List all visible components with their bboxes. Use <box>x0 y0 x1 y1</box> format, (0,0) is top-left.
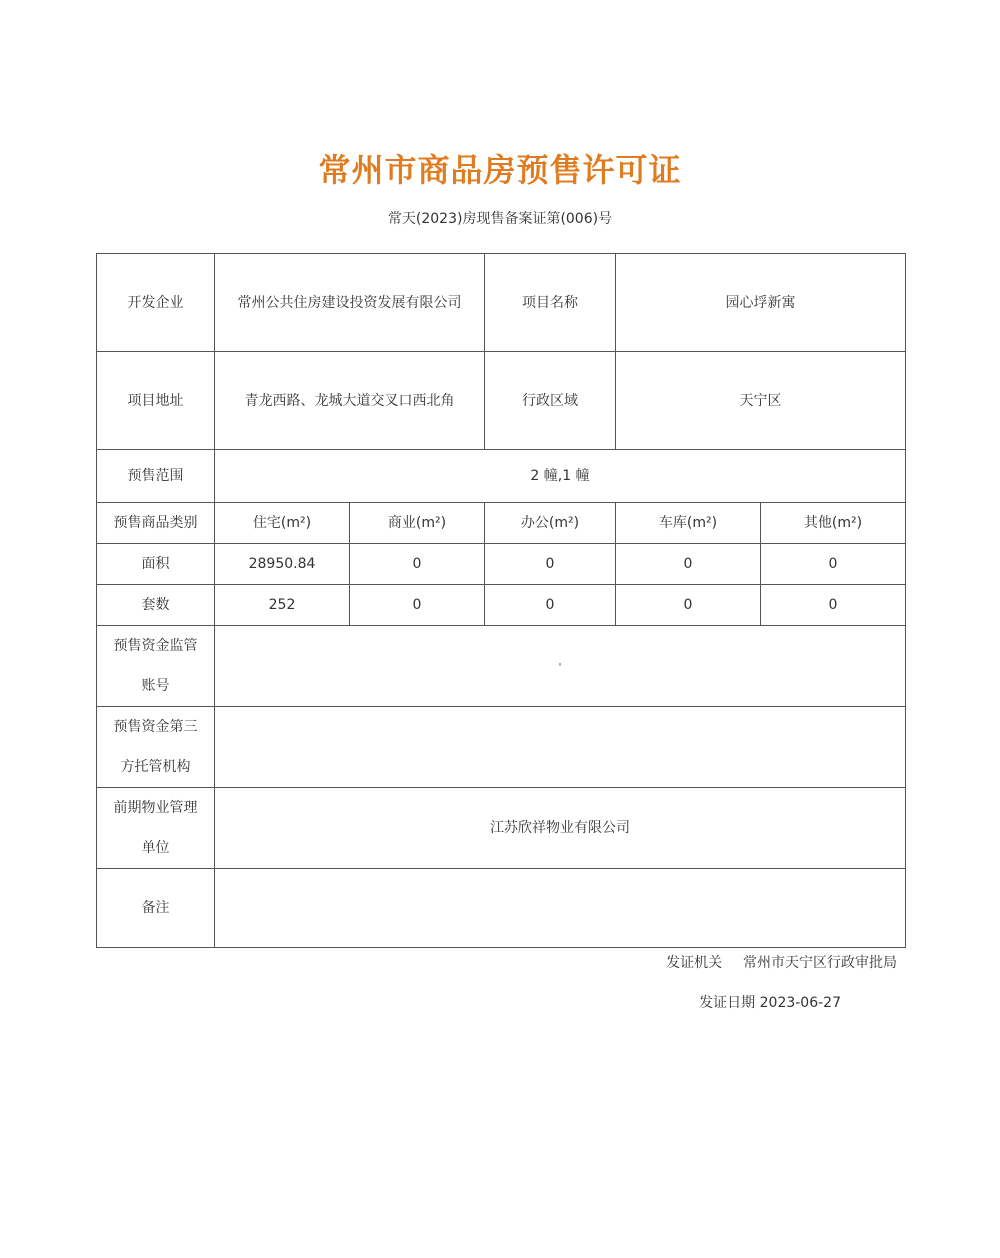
account-label <box>97 626 215 707</box>
custodian-label-line2: 方托管机构 <box>120 759 191 775</box>
scope-label: 预售范围 <box>97 450 215 503</box>
units-office: 0 <box>485 585 616 626</box>
issuer-line <box>666 952 897 972</box>
units-residential: 252 <box>215 585 350 626</box>
district-value: 天宁区 <box>616 352 906 450</box>
account-label-line2: 账号 <box>141 678 170 694</box>
project-label: 项目名称 <box>485 254 616 352</box>
area-other: 0 <box>761 544 906 585</box>
category-residential: 住宅(m²) <box>215 503 350 544</box>
developer-value: 常州公共住房建设投资发展有限公司 <box>215 254 485 352</box>
date-label: 发证日期 <box>699 995 756 1011</box>
certificate-number: 常天(2023)房现售备案证第(006)号 <box>387 211 613 227</box>
category-office: 办公(m²) <box>485 503 616 544</box>
project-value: 园心垺新寓 <box>616 254 906 352</box>
custodian-label-line1: 预售资金第三 <box>113 719 198 735</box>
page-title: 常州市商品房预售许可证 <box>318 151 682 189</box>
units-other: 0 <box>761 585 906 626</box>
remarks-value <box>215 869 906 948</box>
units-label: 套数 <box>97 585 215 626</box>
table-row <box>97 585 906 626</box>
table-row <box>97 869 906 948</box>
area-label: 面积 <box>97 544 215 585</box>
units-commercial: 0 <box>350 585 485 626</box>
account-value <box>215 626 906 707</box>
table-row <box>97 254 906 352</box>
scope-value: 2 幢,1 幢 <box>215 450 906 503</box>
permit-table <box>96 253 906 948</box>
property-value: 江苏欣祥物业有限公司 <box>215 788 906 869</box>
category-label: 预售商品类别 <box>97 503 215 544</box>
date-line <box>699 992 841 1012</box>
custodian-value <box>215 707 906 788</box>
account-label-line1: 预售资金监管 <box>113 638 198 654</box>
units-garage: 0 <box>616 585 761 626</box>
district-label: 行政区域 <box>485 352 616 450</box>
table-row <box>97 352 906 450</box>
category-garage: 车库(m²) <box>616 503 761 544</box>
category-other: 其他(m²) <box>761 503 906 544</box>
area-garage: 0 <box>616 544 761 585</box>
issuer-value: 常州市天宁区行政审批局 <box>743 955 897 971</box>
property-label-line2: 单位 <box>141 840 170 856</box>
table-row <box>97 788 906 869</box>
category-commercial: 商业(m²) <box>350 503 485 544</box>
account-value-text: ' <box>558 662 562 673</box>
table-row <box>97 707 906 788</box>
developer-label: 开发企业 <box>97 254 215 352</box>
remarks-label: 备注 <box>97 869 215 948</box>
table-row <box>97 450 906 503</box>
table-row <box>97 544 906 585</box>
date-value: 2023-06-27 <box>759 995 841 1011</box>
custodian-label <box>97 707 215 788</box>
address-label: 项目地址 <box>97 352 215 450</box>
property-label <box>97 788 215 869</box>
table-row <box>97 503 906 544</box>
issuer-label: 发证机关 <box>666 955 723 971</box>
table-row <box>97 626 906 707</box>
address-value: 青龙西路、龙城大道交叉口西北角 <box>215 352 485 450</box>
area-residential: 28950.84 <box>215 544 350 585</box>
area-office: 0 <box>485 544 616 585</box>
area-commercial: 0 <box>350 544 485 585</box>
property-label-line1: 前期物业管理 <box>113 800 198 816</box>
